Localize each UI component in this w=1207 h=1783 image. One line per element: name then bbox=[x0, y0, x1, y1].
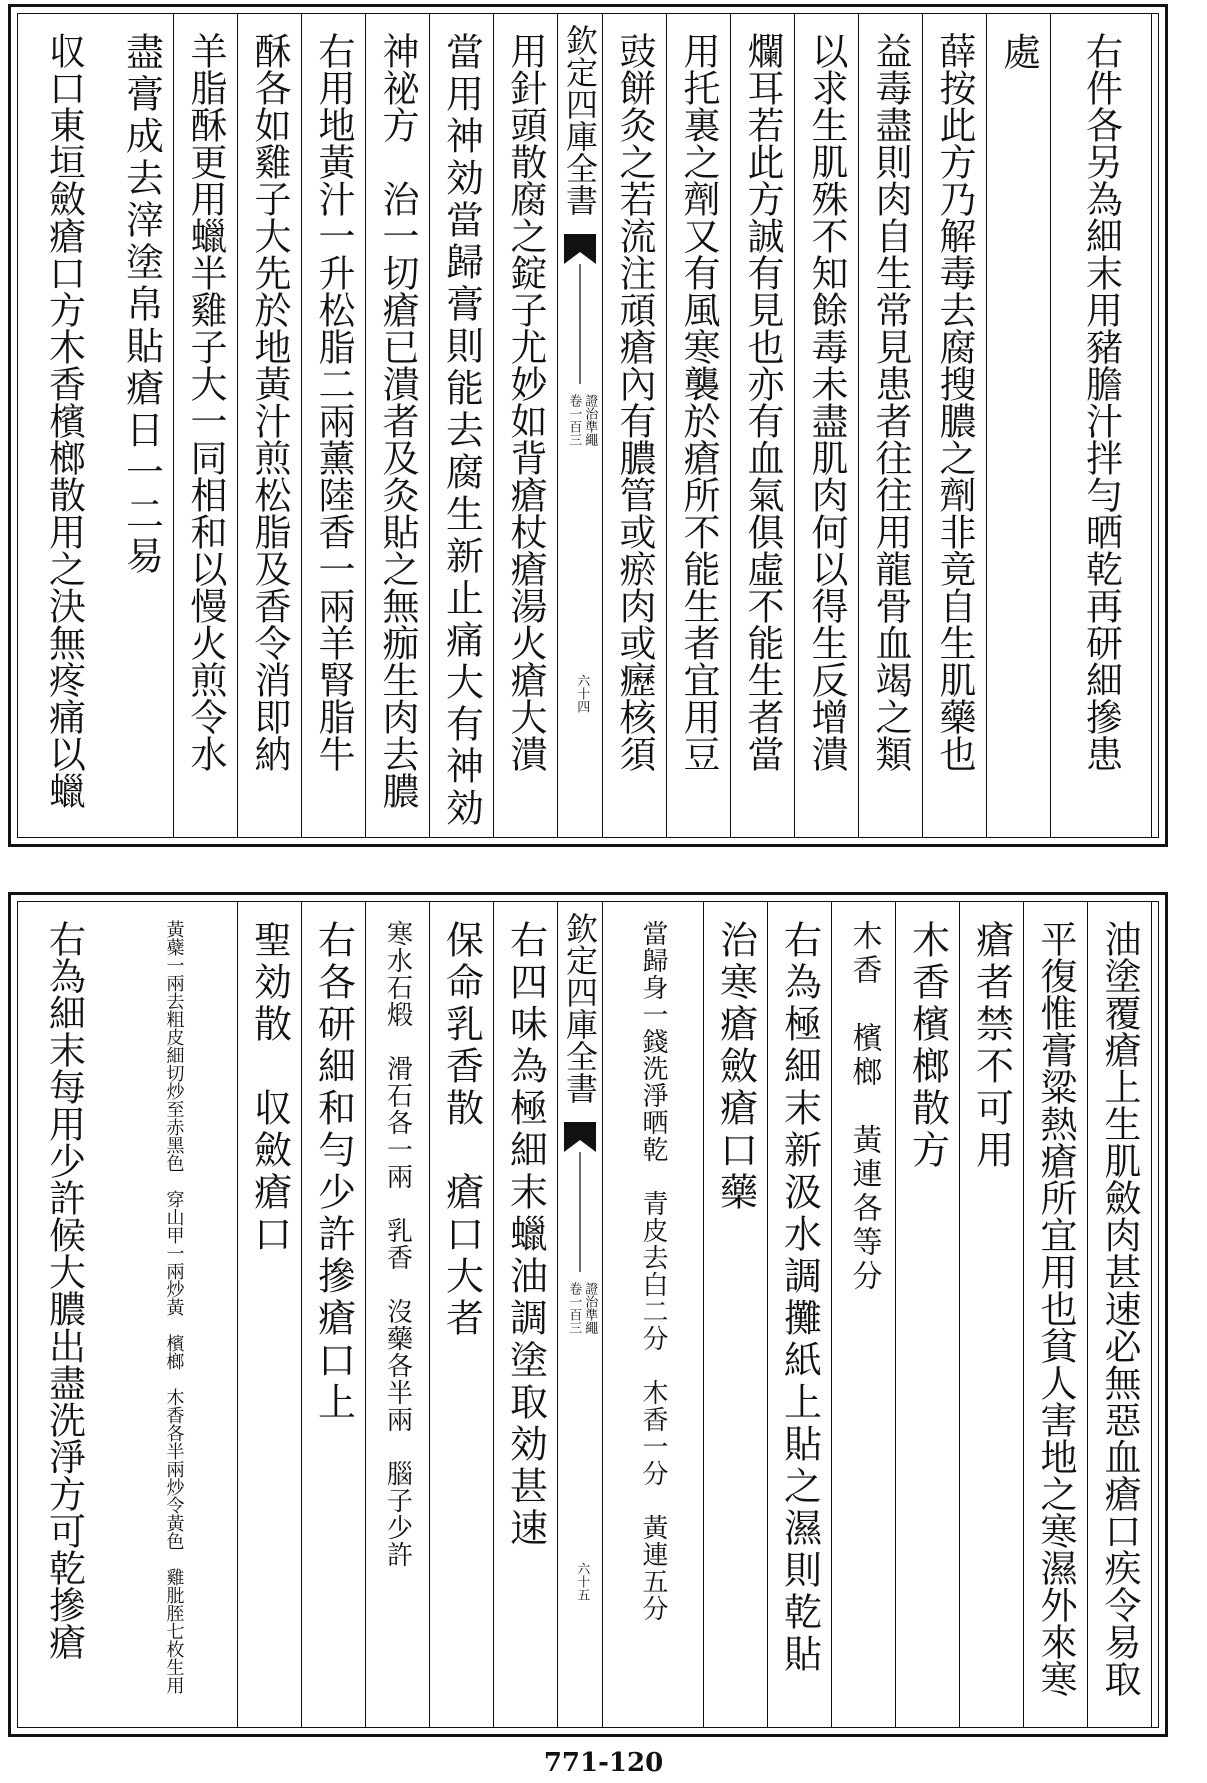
text-column bbox=[366, 14, 430, 837]
page-frame bbox=[17, 13, 1159, 838]
column-text: 爛耳若此方誠有見也亦有血氣俱虛不能生者當 bbox=[741, 32, 784, 772]
text-column bbox=[1024, 902, 1088, 1727]
column-text: 盡膏成去滓塗帛貼瘡日一二易 bbox=[119, 32, 164, 578]
column-text: 以求生肌殊不知餘毒未盡肌肉何以得生反增潰 bbox=[805, 32, 848, 772]
text-column bbox=[896, 902, 960, 1727]
column-text: 油塗覆瘡上生肌斂肉甚速必無惡血瘡口疾令易取 bbox=[1098, 920, 1141, 1697]
center-leaf: 六十四 bbox=[574, 674, 590, 713]
text-column bbox=[110, 902, 238, 1727]
column-text: 處 bbox=[996, 32, 1041, 74]
center-title: 欽定四庫全書 bbox=[561, 912, 599, 1104]
column-text: 用針頭散腐之錠子尤妙如背瘡杖瘡湯火瘡大潰 bbox=[504, 32, 547, 772]
text-column bbox=[923, 14, 987, 837]
page-panel-bottom bbox=[8, 892, 1168, 1737]
page-panel-top bbox=[8, 4, 1168, 847]
text-column bbox=[731, 14, 795, 837]
text-column bbox=[987, 14, 1051, 837]
column-text: 薛按此方乃解毒去腐搜膿之劑非竟自生肌藥也 bbox=[933, 32, 976, 772]
text-column bbox=[667, 14, 731, 837]
text-column bbox=[430, 902, 494, 1727]
text-column bbox=[704, 902, 768, 1727]
page-frame bbox=[17, 901, 1159, 1728]
column-text: 木香 檳榔 黃連各等分 bbox=[846, 920, 882, 1294]
column-text: 寒水石煅 滑石各一兩 乳香 沒藥各半兩 腦子少許 bbox=[382, 920, 413, 1568]
text-column bbox=[603, 14, 667, 837]
text-column bbox=[366, 902, 430, 1727]
text-column bbox=[768, 902, 832, 1727]
center-juan: 卷一百三 bbox=[566, 394, 582, 446]
text-column bbox=[1051, 14, 1152, 837]
column-text: 右件各另為細末用豬膽汁拌勻晒乾再研細摻患 bbox=[1079, 32, 1123, 772]
column-text: 當用神効當歸膏則能去腐生新止痛大有神効 bbox=[439, 32, 484, 830]
center-leaf: 六十五 bbox=[574, 1562, 590, 1601]
column-text: 用托裏之劑又有風寒襲於瘡所不能生者宜用豆 bbox=[677, 32, 720, 772]
center-fold bbox=[558, 902, 603, 1727]
text-column bbox=[18, 14, 110, 837]
fishtail-mark bbox=[564, 234, 596, 384]
fishtail-mark bbox=[564, 1122, 596, 1272]
column-text: 右為細末每用少許候大膿出盡洗淨方可乾摻瘡 bbox=[42, 920, 86, 1660]
column-text: 酥各如雞子大先於地黃汁煎松脂及香令消即納 bbox=[248, 32, 291, 772]
text-column bbox=[238, 14, 302, 837]
column-text: 當歸身一錢洗淨晒乾 青皮去白二分 木香一分 黃連五分 bbox=[638, 920, 668, 1622]
column-text: 羊脂酥更用蠟半雞子大一同相和以慢火煎令水 bbox=[184, 32, 227, 772]
center-fold bbox=[558, 14, 603, 837]
text-column bbox=[430, 14, 494, 837]
column-text: 聖効散 収斂瘡口 bbox=[247, 920, 292, 1256]
column-text: 益毒盡則肉自生常見患者往往用龍骨血竭之類 bbox=[869, 32, 912, 772]
text-column bbox=[832, 902, 896, 1727]
page-number: 771-120 bbox=[543, 1748, 664, 1778]
column-text: 右四味為極細末蠟油調塗取効甚速 bbox=[503, 920, 548, 1550]
center-juan: 卷一百三 bbox=[566, 1282, 582, 1334]
text-column bbox=[1088, 902, 1152, 1727]
text-column bbox=[795, 14, 859, 837]
text-column bbox=[174, 14, 238, 837]
column-text: 右各研細和勻少許摻瘡口上 bbox=[311, 920, 356, 1424]
column-text: 瘡者禁不可用 bbox=[969, 920, 1014, 1172]
column-text: 収口東垣斂瘡口方木香檳榔散用之決無疼痛以蠟 bbox=[42, 32, 86, 809]
center-title: 欽定四庫全書 bbox=[561, 24, 599, 216]
text-column bbox=[603, 902, 704, 1727]
column-text: 右用地黃汁一升松脂二兩薰陸香一兩羊腎脂牛 bbox=[312, 32, 355, 772]
center-book: 證治準繩 bbox=[582, 1282, 598, 1334]
center-book: 證治準繩 bbox=[582, 394, 598, 446]
text-column bbox=[859, 14, 923, 837]
column-text: 保命乳香散 瘡口大者 bbox=[439, 920, 484, 1340]
column-text: 治寒瘡斂瘡口藥 bbox=[713, 920, 758, 1214]
column-text: 神祕方 治一切瘡已潰者及灸貼之無痂生肉去膿 bbox=[376, 32, 419, 809]
column-text: 黃蘗一兩去粗皮細切炒至赤黑色 穿山甲一兩炒黃 檳榔 木香各半兩炒令黃色 雞肶胵七枚生用 bbox=[163, 920, 185, 1694]
text-column bbox=[494, 14, 558, 837]
column-text: 豉餅灸之若流注頑瘡內有膿管或瘀肉或癧核須 bbox=[613, 32, 656, 772]
column-text: 右為極細末新汲水調攤紙上貼之濕則乾貼 bbox=[777, 920, 822, 1676]
text-column bbox=[302, 902, 366, 1727]
column-text: 木香檳榔散方 bbox=[905, 920, 950, 1172]
column-text: 平復惟膏粱熱瘡所宜用也貧人害地之寒濕外來寒 bbox=[1034, 920, 1077, 1697]
text-column bbox=[494, 902, 558, 1727]
text-column bbox=[238, 902, 302, 1727]
text-column bbox=[302, 14, 366, 837]
text-column bbox=[960, 902, 1024, 1727]
text-column bbox=[110, 14, 174, 837]
text-column bbox=[18, 902, 110, 1727]
